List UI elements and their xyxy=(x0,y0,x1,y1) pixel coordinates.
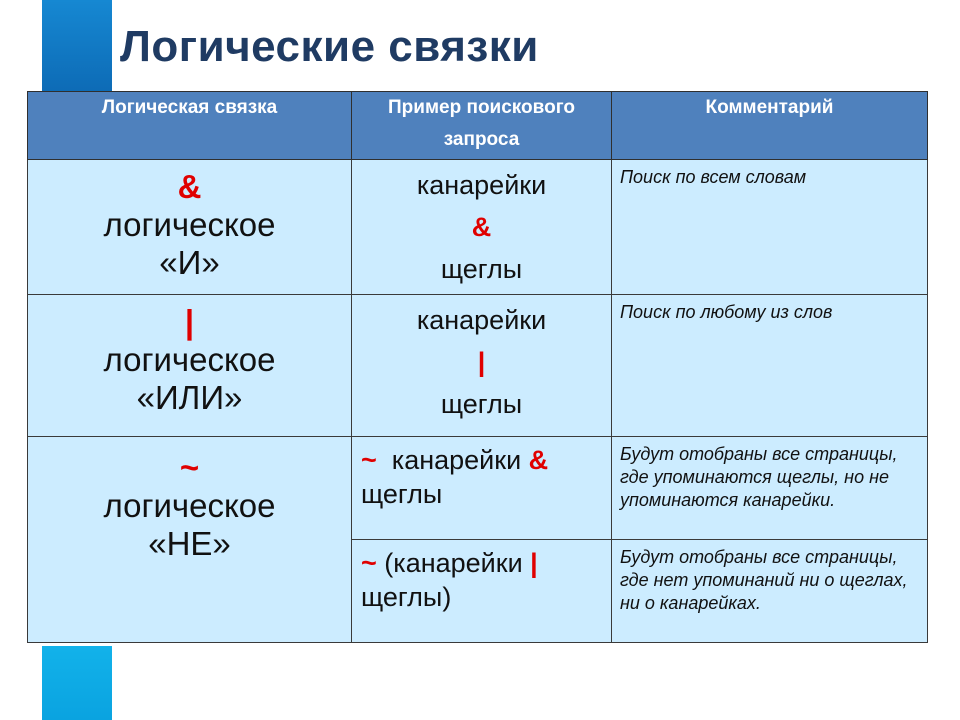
not-symbol: ~ xyxy=(179,449,200,486)
not2-operator: ~ xyxy=(361,548,377,578)
not2-or-operator: | xyxy=(530,548,538,578)
and-symbol: & xyxy=(177,168,202,205)
logic-table xyxy=(27,91,928,643)
or-example-word2: щеглы xyxy=(440,389,523,419)
header-example: Пример поискового запроса xyxy=(352,92,612,160)
not2-part2: щеглы) xyxy=(361,582,452,612)
and-example-word2: щеглы xyxy=(440,254,523,284)
connective-or-cell xyxy=(28,295,352,437)
or-example-operator: | xyxy=(477,347,486,377)
comment-not-1-cell: Будут отобраны все страницы, где упоминаются щеглы, но не упоминаются канарейки. xyxy=(612,437,928,540)
table-row-and xyxy=(28,160,928,295)
example-or-cell xyxy=(352,295,612,437)
connective-not-cell xyxy=(28,437,352,643)
and-example-operator: & xyxy=(471,212,492,242)
example-and-cell xyxy=(352,160,612,295)
not-label-line2: «НЕ» xyxy=(148,525,231,562)
example-not-1-cell xyxy=(352,437,612,540)
comment-and-cell: Поиск по всем словам xyxy=(612,160,928,295)
header-comment: Комментарий xyxy=(612,92,928,160)
and-label-line1: логическое xyxy=(103,206,276,243)
not1-word1: канарейки xyxy=(391,445,522,475)
connective-and-cell xyxy=(28,160,352,295)
table-row-or xyxy=(28,295,928,437)
not1-operator: ~ xyxy=(361,445,377,475)
and-example-word1: канарейки xyxy=(416,170,547,200)
table-row-not-1 xyxy=(28,437,928,540)
example-not-2-cell xyxy=(352,540,612,643)
and-label-line2: «И» xyxy=(159,244,220,281)
decor-bar-bottom xyxy=(42,646,112,720)
or-label-line1: логическое xyxy=(103,341,276,378)
or-symbol: | xyxy=(184,303,195,340)
page-title: Логические связки xyxy=(120,22,539,71)
not1-word2: щеглы xyxy=(361,479,443,509)
or-label-line2: «ИЛИ» xyxy=(136,379,243,416)
not1-and-operator: & xyxy=(528,445,549,475)
or-example-word1: канарейки xyxy=(416,305,547,335)
decor-bar-top xyxy=(42,0,112,92)
table-header-row xyxy=(28,92,928,160)
comment-not-2-cell: Будут отобраны все страницы, где нет упоминаний ни о щеглах, ни о канарейках. xyxy=(612,540,928,643)
comment-or-cell: Поиск по любому из слов xyxy=(612,295,928,437)
header-connective: Логическая связка xyxy=(28,92,352,160)
not2-part1: (канарейки xyxy=(384,548,523,578)
not-label-line1: логическое xyxy=(103,487,276,524)
